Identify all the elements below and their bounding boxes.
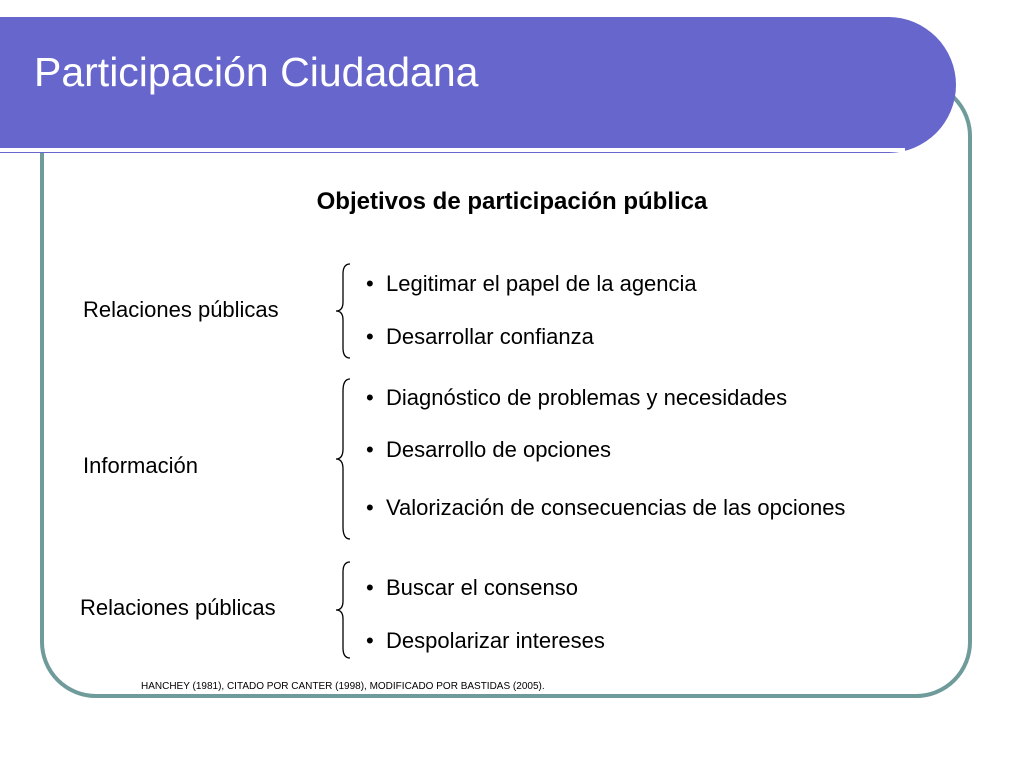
list-item: • Desarrollo de opciones bbox=[366, 437, 612, 462]
slide-title: Participación Ciudadana bbox=[34, 49, 479, 95]
bullet-icon: • bbox=[366, 437, 374, 462]
bullet-icon: • bbox=[366, 324, 374, 349]
title-underline bbox=[0, 148, 905, 152]
list-item: • Buscar el consenso bbox=[366, 575, 578, 600]
bullet-icon: • bbox=[366, 628, 374, 653]
bullet-icon: • bbox=[366, 575, 374, 600]
bullet-icon: • bbox=[366, 271, 374, 296]
brace-group-2 bbox=[334, 377, 354, 541]
brace-group-3 bbox=[334, 560, 354, 660]
section-heading: Objetivos de participación pública bbox=[316, 188, 708, 215]
brace-group-1 bbox=[334, 262, 354, 360]
group-label-relaciones-publicas-1: Relaciones públicas bbox=[83, 297, 279, 322]
citation: HANCHEY (1981), CITADO POR CANTER (1998), MODIFICADO POR BASTIDAS (2005). bbox=[141, 681, 545, 692]
group-label-informacion: Información bbox=[83, 453, 198, 478]
list-item: • Valorización de consecuencias de las opciones bbox=[366, 495, 846, 520]
group-label-relaciones-publicas-2: Relaciones públicas bbox=[80, 595, 276, 620]
bullet-icon: • bbox=[366, 385, 374, 410]
list-item: • Legitimar el papel de la agencia bbox=[366, 271, 697, 296]
bullet-icon: • bbox=[366, 495, 374, 520]
list-item: • Desarrollar confianza bbox=[366, 324, 594, 349]
list-item: • Diagnóstico de problemas y necesidades bbox=[366, 385, 788, 410]
list-item: • Despolarizar intereses bbox=[366, 628, 605, 653]
